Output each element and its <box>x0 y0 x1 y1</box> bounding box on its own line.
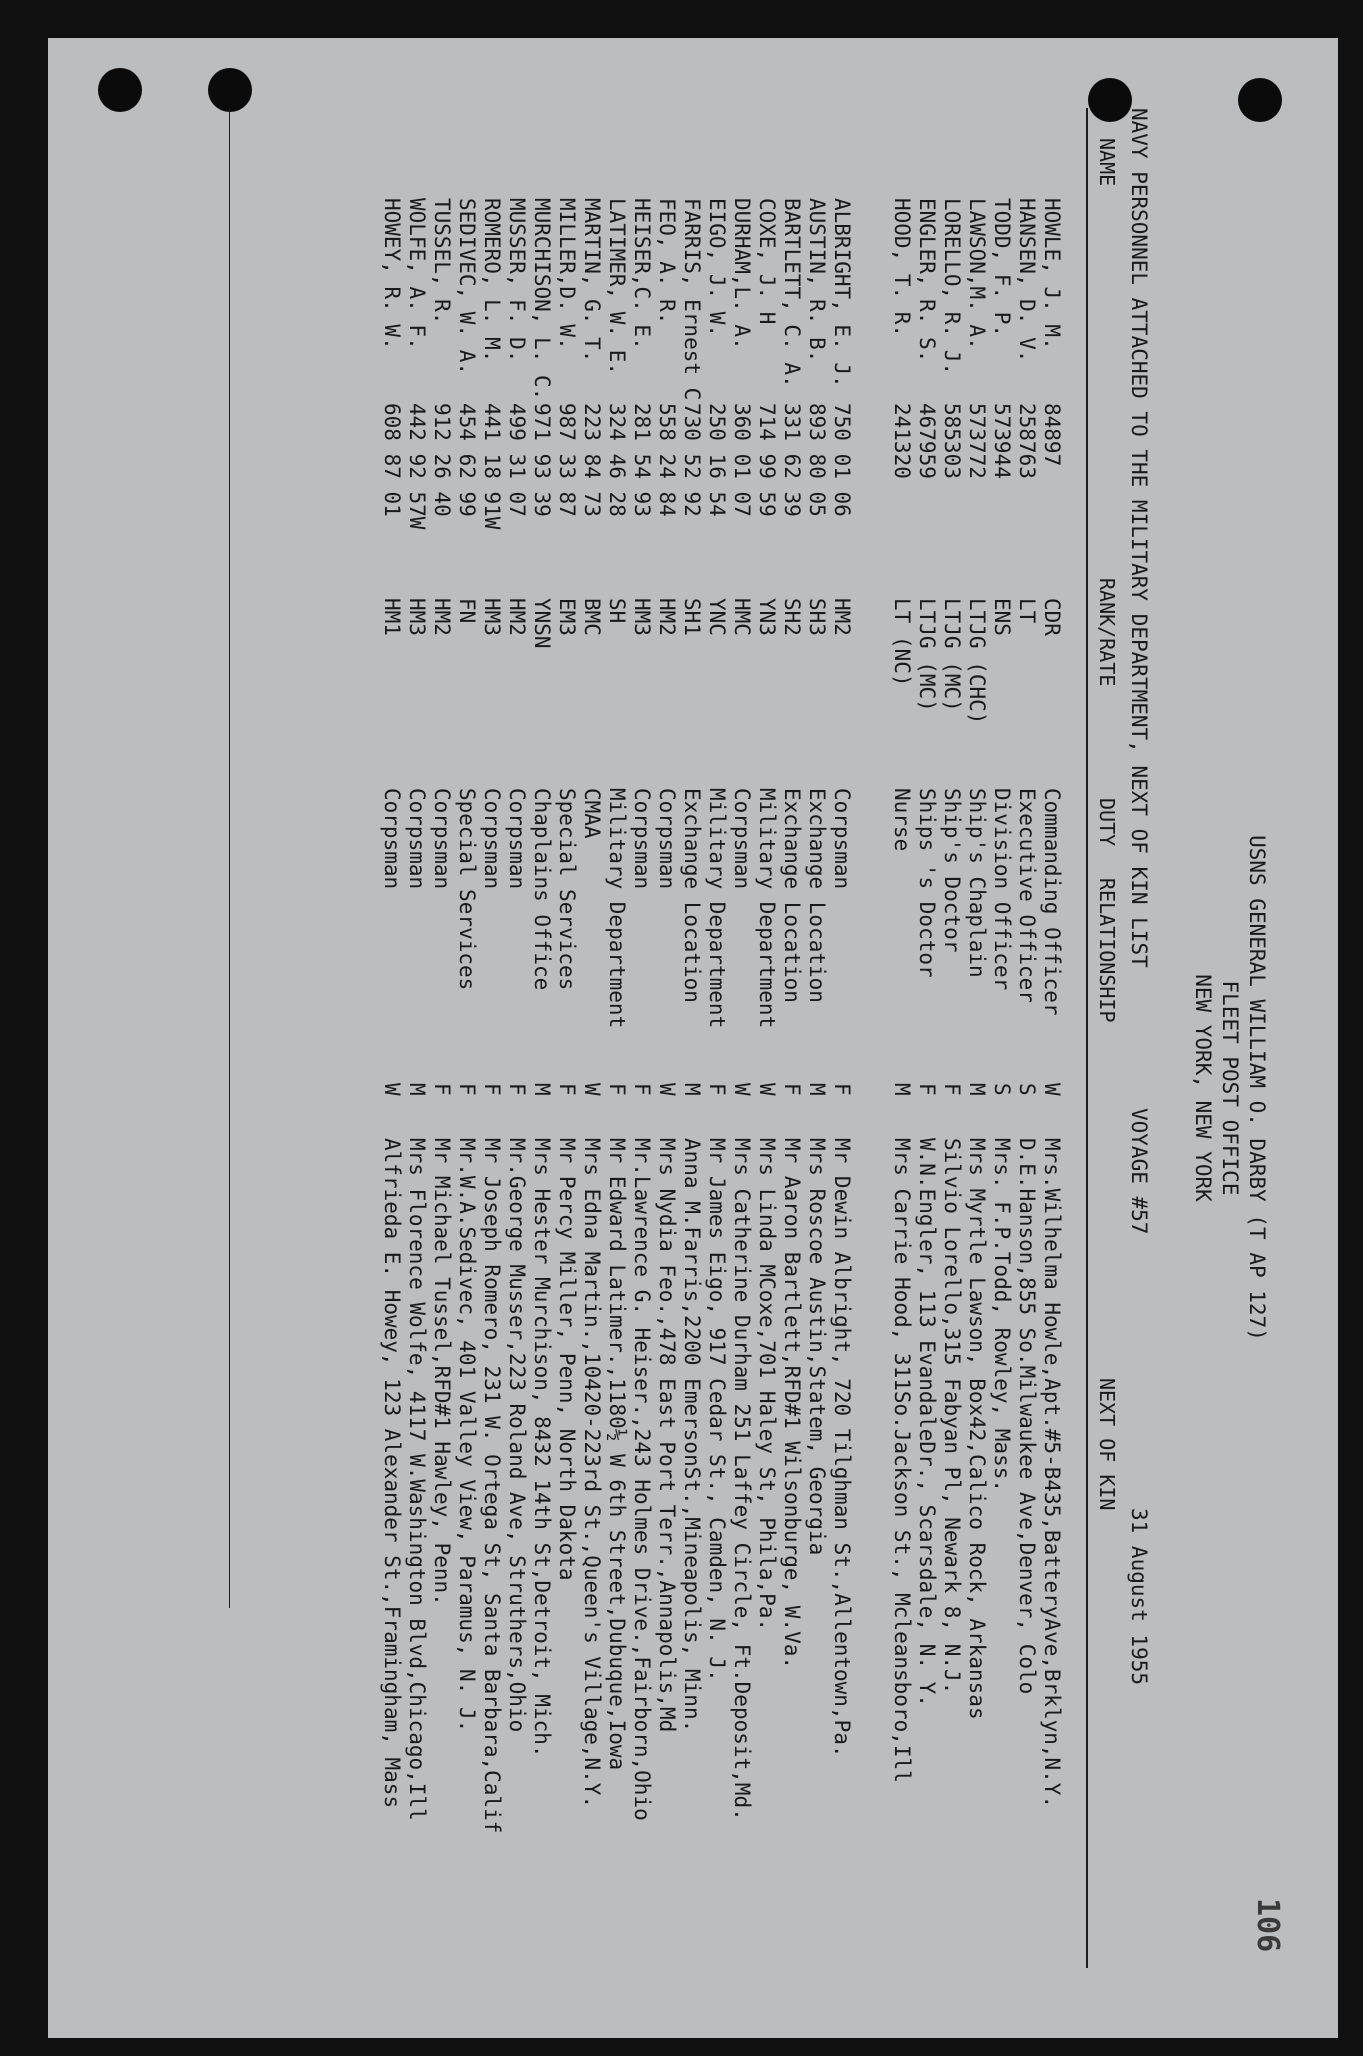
service-no-cell: 258763 <box>1015 403 1039 479</box>
relationship-cell: M <box>965 1083 989 1096</box>
service-no-cell: 241320 <box>890 403 914 479</box>
service-no-cell: 987 33 87 <box>555 403 579 517</box>
voyage: VOYAGE #57 <box>1127 1108 1151 1235</box>
service-no-cell: 558 24 84 <box>655 403 679 517</box>
service-no-cell: 360 01 07 <box>730 403 754 517</box>
relationship-cell: F <box>705 1083 729 1096</box>
name-cell: AUSTIN, R. B. <box>805 198 829 363</box>
relationship-cell: F <box>630 1083 654 1096</box>
document-title: NAVY PERSONNEL ATTACHED TO THE MILITARY DEPARTMENT, NEXT OF KIN LIST <box>1127 108 1151 968</box>
post-office: FLEET POST OFFICE <box>1218 980 1242 1196</box>
relationship-cell: S <box>990 1083 1014 1096</box>
service-no-cell: 250 16 54 <box>705 403 729 517</box>
service-no-cell: 467959 <box>915 403 939 479</box>
table-row <box>681 108 705 2038</box>
table-row <box>381 108 405 2038</box>
header-rule <box>1086 108 1088 1968</box>
table-row <box>556 108 580 2038</box>
rank-cell: HM2 <box>505 598 529 636</box>
name-cell: COXE, J. H <box>755 198 779 325</box>
name-cell: HOWEY, R. W. <box>380 198 404 350</box>
table-row <box>581 108 605 2038</box>
name-cell: ALBRIGHT, E. J. <box>830 198 854 388</box>
relationship-cell: F <box>430 1083 454 1096</box>
punch-hole <box>208 68 252 112</box>
next-of-kin-cell: Mr Dewin Albright, 720 Tilghman St.,Allentown,Pa. <box>830 1138 854 1758</box>
document-page <box>48 38 1338 2038</box>
col-duty: DUTY <box>1095 798 1119 847</box>
table-row <box>456 108 480 2038</box>
rank-cell: FN <box>455 598 479 624</box>
relationship-cell: W <box>755 1083 779 1096</box>
duty-cell: Exchange Location <box>780 788 804 1003</box>
table-row <box>756 108 780 2038</box>
rotated-sheet <box>48 108 1285 2038</box>
name-cell: ENGLER, R. S. <box>915 198 939 363</box>
name-cell: HANSEN, D. V. <box>1015 198 1039 363</box>
service-no-cell: 714 99 59 <box>755 403 779 517</box>
rank-cell: HM3 <box>405 598 429 636</box>
next-of-kin-cell: Mr Joseph Romero, 231 W. Ortega St, Santa Barbara,Calif <box>480 1138 504 1834</box>
rank-cell: HM1 <box>380 598 404 636</box>
next-of-kin-cell: Mr James Eigo, 917 Cedar St., Camden, N. J. <box>705 1138 729 1682</box>
relationship-cell: F <box>940 1083 964 1096</box>
next-of-kin-cell: Mr Percy Miller, Penn, North Dakota <box>555 1138 579 1581</box>
name-cell: EIGO, J. W. <box>705 198 729 338</box>
service-no-cell: 573772 <box>965 403 989 479</box>
duty-cell: Military Department <box>755 788 779 1029</box>
rank-cell: LT <box>1015 598 1039 624</box>
name-cell: LATIMER, W. E. <box>605 198 629 376</box>
punch-hole <box>98 68 142 112</box>
next-of-kin-cell: Mr.George Musser,223 Roland Ave, Struthers,Ohio <box>505 1138 529 1733</box>
next-of-kin-cell: Mrs Myrtle Lawson, Box42,Calico Rock, Arkansas <box>965 1138 989 1720</box>
name-cell: TODD, F. P. <box>990 198 1014 338</box>
rank-cell: LTJG (CHC) <box>965 598 989 725</box>
name-cell: MARTIN, G. T. <box>580 198 604 363</box>
rank-cell: ENS <box>990 598 1014 636</box>
relationship-cell: W <box>730 1083 754 1096</box>
rank-cell: HM2 <box>430 598 454 636</box>
duty-cell: Commanding Officer <box>1040 788 1064 1016</box>
name-cell: MURCHISON, L. C. <box>530 198 554 401</box>
relationship-cell: F <box>915 1083 939 1096</box>
duty-cell: Executive Officer <box>1015 788 1039 1003</box>
col-name: NAME <box>1095 138 1119 187</box>
table-row <box>991 108 1015 2038</box>
rank-cell: SH3 <box>805 598 829 636</box>
name-cell: LORELLO, R. J. <box>940 198 964 376</box>
duty-cell: Corpsman <box>730 788 754 890</box>
service-no-cell: 441 18 91W <box>480 403 504 530</box>
relationship-cell: F <box>480 1083 504 1096</box>
service-no-cell: 281 54 93 <box>630 403 654 517</box>
duty-cell: Corpsman <box>630 788 654 890</box>
next-of-kin-cell: Mrs Florence Wolfe, 4117 W.Washington Blvd,Chicago,Ill <box>405 1138 429 1821</box>
next-of-kin-cell: Mrs Roscoe Austin,Statem, Georgia <box>805 1138 829 1556</box>
ship-name: USNS GENERAL WILLIAM O. DARBY (T AP 127) <box>1245 835 1269 1341</box>
rank-cell: YNC <box>705 598 729 636</box>
table-row <box>1016 108 1040 2038</box>
relationship-cell: F <box>830 1083 854 1096</box>
col-relationship: RELATIONSHIP <box>1095 878 1119 1023</box>
table-row <box>431 108 455 2038</box>
relationship-cell: S <box>1015 1083 1039 1096</box>
duty-cell: Corpsman <box>405 788 429 890</box>
duty-cell: Nurse <box>890 788 914 852</box>
rank-cell: HM2 <box>830 598 854 636</box>
rank-cell: SH <box>605 598 629 624</box>
relationship-cell: W <box>380 1083 404 1096</box>
service-no-cell: 324 46 28 <box>605 403 629 517</box>
next-of-kin-cell: Mrs Hester Murchison, 8432 14th St,Detroit, Mich. <box>530 1138 554 1758</box>
duty-cell: Ship's Doctor <box>940 788 964 953</box>
name-cell: TUSSEL, R. <box>430 198 454 325</box>
footer-rule <box>229 108 230 1608</box>
service-no-cell: 223 84 73 <box>580 403 604 517</box>
service-no-cell: 893 80 05 <box>805 403 829 517</box>
name-cell: FEO, A. R. <box>655 198 679 325</box>
name-cell: MILLER,D. W. <box>555 198 579 350</box>
next-of-kin-cell: Mrs.Wilhelma Howle,Apt.#5-B435,BatteryAve,Brklyn,N.Y. <box>1040 1138 1064 1809</box>
rank-cell: LT (NC) <box>890 598 914 687</box>
relationship-cell: W <box>580 1083 604 1096</box>
name-cell: HOWLE, J. M. <box>1040 198 1064 350</box>
rank-cell: EM3 <box>555 598 579 636</box>
next-of-kin-cell: Mr Michael Tussel,RFD#1 Hawley, Penn. <box>430 1138 454 1606</box>
table-row <box>966 108 990 2038</box>
duty-cell: Corpsman <box>505 788 529 890</box>
relationship-cell: F <box>455 1083 479 1096</box>
rank-cell: HMC <box>730 598 754 636</box>
duty-cell: CMAA <box>580 788 604 839</box>
next-of-kin-cell: Mrs Catherine Durham 251 Laffey Circle, Ft.Deposit,Md. <box>730 1138 754 1821</box>
duty-cell: Corpsman <box>430 788 454 890</box>
next-of-kin-cell: Mrs. F.P.Todd, Rowley, Mass. <box>990 1138 1014 1493</box>
relationship-cell: F <box>555 1083 579 1096</box>
service-no-cell: 499 31 07 <box>505 403 529 517</box>
duty-cell: Corpsman <box>655 788 679 890</box>
duty-cell: Ship's Chaplain <box>965 788 989 978</box>
city: NEW YORK, NEW YORK <box>1191 974 1215 1202</box>
rank-cell: SH1 <box>680 598 704 636</box>
duty-cell: Ships 's Doctor <box>915 788 939 978</box>
rank-cell: HM3 <box>480 598 504 636</box>
service-no-cell: 971 93 39 <box>530 403 554 517</box>
table-row <box>941 108 965 2038</box>
table-row <box>806 108 830 2038</box>
service-no-cell: 84897 <box>1040 403 1064 467</box>
service-no-cell: 331 62 39 <box>780 403 804 517</box>
name-cell: WOLFE, A. F. <box>405 198 429 350</box>
duty-cell: Exchange Location <box>680 788 704 1003</box>
service-no-cell: 585303 <box>940 403 964 479</box>
next-of-kin-cell: Mrs Nydia Feo.,478 East Port Terr.,Annapolis,Md <box>655 1138 679 1733</box>
duty-cell: Division Officer <box>990 788 1014 991</box>
rank-cell: LTJG (MC) <box>940 598 964 712</box>
name-cell: MUSSER, F. D. <box>505 198 529 363</box>
table-row <box>531 108 555 2038</box>
rank-cell: YN3 <box>755 598 779 636</box>
service-no-cell: 573944 <box>990 403 1014 479</box>
table-row <box>706 108 730 2038</box>
table-row <box>481 108 505 2038</box>
table-row <box>406 108 430 2038</box>
col-next-of-kin: NEXT OF KIN <box>1095 1378 1119 1511</box>
rank-cell: YNSN <box>530 598 554 649</box>
duty-cell: Corpsman <box>480 788 504 890</box>
relationship-cell: M <box>680 1083 704 1096</box>
name-cell: DURHAM,L. A. <box>730 198 754 350</box>
table-row <box>1041 108 1065 2038</box>
relationship-cell: F <box>505 1083 529 1096</box>
next-of-kin-cell: D.E.Hanson,855 So.Milwaukee Ave,Denver, Colo <box>1015 1138 1039 1695</box>
next-of-kin-cell: Mrs Linda MCoxe,701 Haley St, Phila,Pa. <box>755 1138 779 1632</box>
next-of-kin-cell: W.N.Engler, 113 EvandaleDr., Scarsdale, N. Y. <box>915 1138 939 1707</box>
rank-cell: BMC <box>580 598 604 636</box>
next-of-kin-cell: Mr.Lawrence G. Heiser.,243 Holmes Drive.,Fairborn,Ohio <box>630 1138 654 1821</box>
duty-cell: Special Services <box>555 788 579 991</box>
duty-cell: Corpsman <box>830 788 854 890</box>
name-cell: BARTLETT, C. A. <box>780 198 804 388</box>
rank-cell: CDR <box>1040 598 1064 636</box>
service-no-cell: 730 52 92 <box>680 403 704 517</box>
service-no-cell: 442 92 57W <box>405 403 429 530</box>
rank-cell: LTJG (MC) <box>915 598 939 712</box>
table-row <box>606 108 630 2038</box>
table-row <box>731 108 755 2038</box>
table-row <box>891 108 915 2038</box>
relationship-cell: M <box>405 1083 429 1096</box>
name-cell: LAWSON,M. A. <box>965 198 989 350</box>
rank-cell: SH2 <box>780 598 804 636</box>
next-of-kin-cell: Mr Edward Latimer.,1180½ W 6th Street,Dubuque,Iowa <box>605 1138 629 1771</box>
next-of-kin-cell: Mr Aaron Bartlett,RFD#1 Wilsonburge, W.Va. <box>780 1138 804 1670</box>
duty-cell: Corpsman <box>380 788 404 890</box>
duty-cell: Special Services <box>455 788 479 991</box>
col-rank: RANK/RATE <box>1095 578 1119 687</box>
name-cell: FARRIS, Ernest C <box>680 198 704 401</box>
table-row <box>506 108 530 2038</box>
rank-cell: HM3 <box>630 598 654 636</box>
duty-cell: Chaplains Office <box>530 788 554 991</box>
service-no-cell: 454 62 99 <box>455 403 479 517</box>
relationship-cell: W <box>1040 1083 1064 1096</box>
duty-cell: Military Department <box>605 788 629 1029</box>
table-row <box>656 108 680 2038</box>
relationship-cell: M <box>530 1083 554 1096</box>
table-row <box>631 108 655 2038</box>
page-number: 106 <box>1250 1898 1285 1953</box>
next-of-kin-cell: Mrs Edna Martin.,10420-223rd St.,Queen's Village,N.Y. <box>580 1138 604 1809</box>
service-no-cell: 750 01 06 <box>830 403 854 517</box>
duty-cell: Exchange Location <box>805 788 829 1003</box>
relationship-cell: F <box>780 1083 804 1096</box>
name-cell: HOOD, T. R. <box>890 198 914 338</box>
name-cell: HEISER,C. E. <box>630 198 654 350</box>
service-no-cell: 912 26 40 <box>430 403 454 517</box>
document-date: 31 August 1955 <box>1127 1508 1151 1686</box>
next-of-kin-cell: Mr.W.A.Sedivec, 401 Valley View, Paramus, N. J. <box>455 1138 479 1733</box>
relationship-cell: F <box>605 1083 629 1096</box>
table-row <box>781 108 805 2038</box>
next-of-kin-cell: Anna M.Farris,2200 EmersonSt.,Mineapolis, Minn. <box>680 1138 704 1733</box>
relationship-cell: M <box>890 1083 914 1096</box>
table-row <box>831 108 855 2038</box>
relationship-cell: M <box>805 1083 829 1096</box>
table-row <box>916 108 940 2038</box>
name-cell: ROMERO, L. M. <box>480 198 504 363</box>
duty-cell: Military Department <box>705 788 729 1029</box>
next-of-kin-cell: Alfrieda E. Howey, 123 Alexander St.,Framingham, Mass <box>380 1138 404 1809</box>
next-of-kin-cell: Mrs Carrie Hood, 311So.Jackson St., Mcleansboro,Ill <box>890 1138 914 1783</box>
rank-cell: HM2 <box>655 598 679 636</box>
next-of-kin-cell: Silvio Lorello,315 Fabyan Pl, Newark 8, N.J. <box>940 1138 964 1695</box>
relationship-cell: W <box>655 1083 679 1096</box>
name-cell: SEDIVEC, W. A. <box>455 198 479 376</box>
service-no-cell: 608 87 01 <box>380 403 404 517</box>
